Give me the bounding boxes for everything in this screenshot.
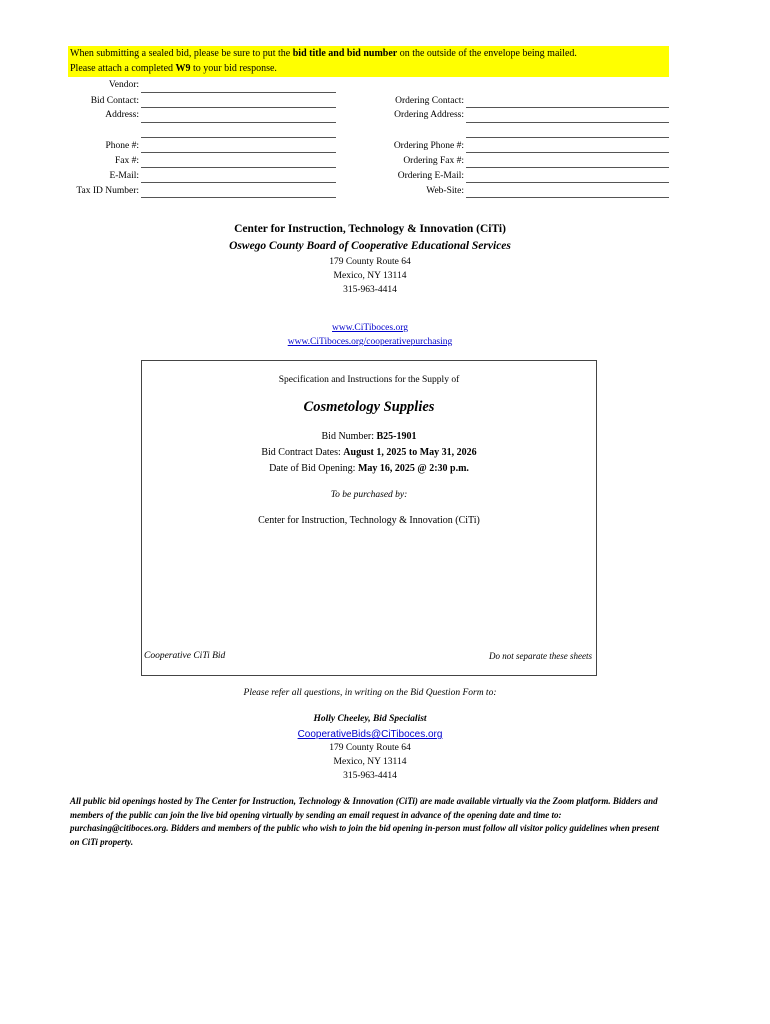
email-line[interactable] — [141, 182, 336, 183]
ordering-fax-line[interactable] — [466, 167, 669, 168]
purchased-by-label: To be purchased by: — [330, 490, 408, 500]
ordering-contact-line[interactable] — [466, 107, 669, 108]
tax-id-label: Tax ID Number: — [76, 186, 139, 196]
notice-bold-bid-title: bid title and bid number — [292, 48, 398, 59]
spec-line: Specification and Instructions for the Supply of — [278, 375, 460, 385]
cooperative-bid-label: Cooperative CiTi Bid — [144, 651, 226, 661]
cooperative-purchasing-link[interactable]: www.CiTiboces.org/cooperativepurchasing — [287, 337, 453, 347]
notice-w9-text-end: to your bid response. — [190, 63, 277, 74]
notice-text: When submitting a sealed bid, please be sure to put the — [70, 48, 293, 59]
phone-line[interactable] — [141, 152, 336, 153]
ordering-phone-line[interactable] — [466, 152, 669, 153]
vendor-label: Vendor: — [108, 80, 139, 90]
email-label: E-Mail: — [109, 171, 139, 181]
ordering-email-line[interactable] — [466, 182, 669, 183]
public-bid-opening-notice: All public bid openings hosted by The Center for Instruction, Technology & Innovation (CiTi) are made available virtually via the Zoom platform. Bidders and members of the public can join the live bid opening virtually by sending an email request in advance of the opening date and time to: purchasing@citiboces.org. Bidders and members of the public who wish to join the bid opening in-person must follow all visitor policy guidelines when present on CiTi property. — [70, 796, 660, 847]
org-street: 179 County Route 64 — [329, 257, 411, 267]
bid-opening-value: May 16, 2025 @ 2:30 p.m. — [357, 463, 469, 474]
envelope-notice — [68, 46, 669, 77]
org-city: Mexico, NY 13114 — [333, 271, 407, 281]
purchaser-name: Center for Instruction, Technology & Innovation (CiTi) — [258, 515, 480, 526]
contract-dates-value: August 1, 2025 to May 31, 2026 — [343, 447, 477, 458]
contact-street: 179 County Route 64 — [329, 743, 411, 753]
bid-number-value: B25-1901 — [376, 431, 417, 442]
org-phone: 315-963-4414 — [343, 285, 397, 295]
address-label: Address: — [105, 110, 139, 120]
phone-label: Phone #: — [105, 141, 139, 151]
bid-number-label: Bid Number: — [321, 431, 377, 442]
do-not-separate-label: Do not separate these sheets — [489, 651, 592, 661]
ordering-address-line[interactable] — [466, 122, 669, 123]
bid-contact-line[interactable] — [141, 107, 336, 108]
ordering-address-line-2[interactable] — [466, 137, 669, 138]
ordering-phone-label: Ordering Phone #: — [393, 141, 464, 151]
org-board: Oswego County Board of Cooperative Educational Services — [229, 240, 511, 252]
ordering-address-label: Ordering Address: — [394, 110, 464, 120]
questions-instruction: Please refer all questions, in writing on the Bid Question Form to: — [243, 688, 497, 698]
ordering-fax-label: Ordering Fax #: — [403, 156, 464, 166]
org-website-link[interactable]: www.CiTiboces.org — [332, 323, 408, 333]
bid-specialist-email-link[interactable]: CooperativeBids@CiTiboces.org — [297, 729, 443, 740]
contact-city: Mexico, NY 13114 — [333, 757, 407, 767]
notice-bold-w9: W9 — [175, 63, 191, 74]
website-label: Web-Site: — [426, 186, 464, 196]
contact-phone: 315-963-4414 — [343, 771, 397, 781]
address-line-2[interactable] — [141, 137, 336, 138]
notice-text-end: on the outside of the envelope being mailed. — [397, 48, 577, 59]
ordering-email-label: Ordering E-Mail: — [397, 171, 464, 181]
contract-dates-line — [142, 447, 596, 458]
contract-dates-label: Bid Contract Dates: — [261, 447, 344, 458]
address-line[interactable] — [141, 122, 336, 123]
notice-w9-text: Please attach a completed — [70, 63, 176, 74]
fax-line[interactable] — [141, 167, 336, 168]
bid-opening-label: Date of Bid Opening: — [269, 463, 358, 474]
specification-box — [141, 360, 597, 676]
bid-contact-label: Bid Contact: — [90, 96, 139, 106]
ordering-contact-label: Ordering Contact: — [395, 96, 464, 106]
bid-specialist-name: Holly Cheeley, Bid Specialist — [313, 714, 427, 724]
fax-label: Fax #: — [114, 156, 139, 166]
bid-title: Cosmetology Supplies — [303, 399, 435, 415]
tax-id-line[interactable] — [141, 197, 336, 198]
org-name: Center for Instruction, Technology & Innovation (CiTi) — [234, 223, 506, 235]
vendor-line[interactable] — [141, 92, 336, 93]
bid-opening-line — [142, 463, 596, 474]
website-line[interactable] — [466, 197, 669, 198]
bid-number-line — [142, 431, 596, 442]
